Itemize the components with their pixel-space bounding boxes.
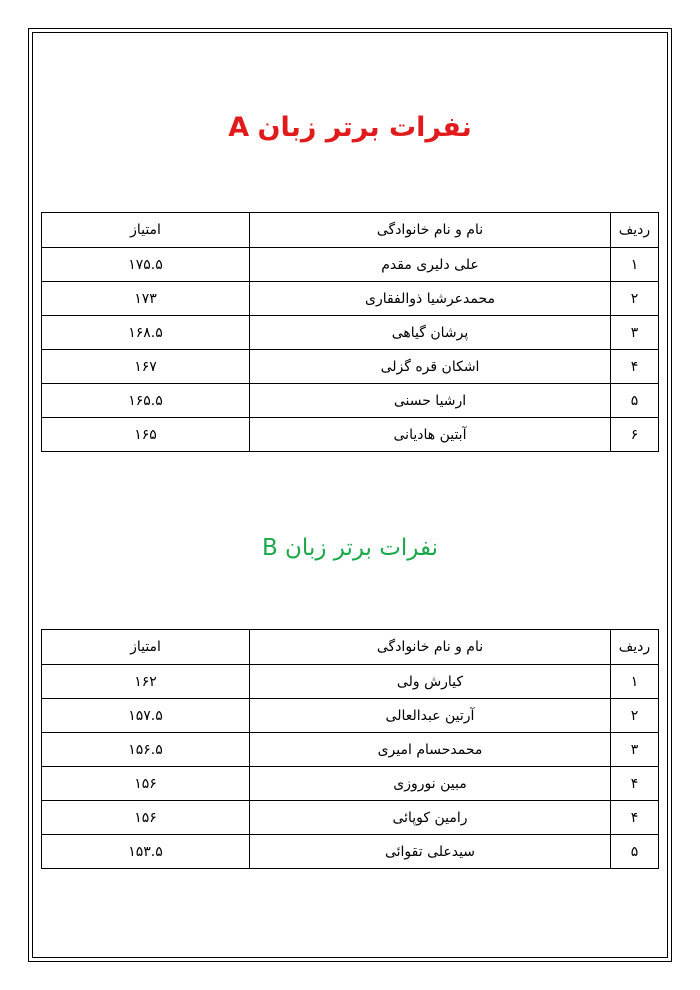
cell-rank: ۲: [611, 699, 659, 733]
section-b-title: نفرات برتر زبان B: [261, 535, 439, 561]
header-score: امتیاز: [42, 630, 250, 665]
cell-name: مبین نوروزی: [250, 767, 611, 801]
table-row: [42, 384, 659, 418]
cell-name: آرتین عبدالعالی: [250, 699, 611, 733]
cell-name: محمدحسام امیری: [250, 733, 611, 767]
header-score: امتیاز: [42, 213, 250, 248]
cell-name: رامین کوپائی: [250, 801, 611, 835]
section-a-title: نفرات برتر زبان A: [228, 112, 472, 143]
table-row: [42, 767, 659, 801]
cell-rank: ۲: [611, 282, 659, 316]
table-row: [42, 350, 659, 384]
cell-rank: ۴: [611, 767, 659, 801]
cell-rank: ۵: [611, 835, 659, 869]
cell-score: ۱۵۶: [42, 767, 250, 801]
cell-name: محمدعرشیا ذوالفقاری: [250, 282, 611, 316]
table-row: [42, 801, 659, 835]
table-row: [42, 835, 659, 869]
section-a-table: [41, 212, 659, 452]
cell-score: ۱۵۳.۵: [42, 835, 250, 869]
cell-name: آبتین هادیانی: [250, 418, 611, 452]
cell-score: ۱۶۸.۵: [42, 316, 250, 350]
table-header-row: [42, 630, 659, 665]
table-row: [42, 733, 659, 767]
cell-rank: ۱: [611, 248, 659, 282]
cell-rank: ۴: [611, 801, 659, 835]
section-b-table: [41, 629, 659, 869]
cell-rank: ۱: [611, 665, 659, 699]
header-rank: ردیف: [611, 213, 659, 248]
table-row: [42, 316, 659, 350]
cell-rank: ۴: [611, 350, 659, 384]
cell-name: پرشان گیاهی: [250, 316, 611, 350]
table-row: [42, 699, 659, 733]
cell-name: علی دلیری مقدم: [250, 248, 611, 282]
cell-score: ۱۵۷.۵: [42, 699, 250, 733]
cell-score: ۱۶۷: [42, 350, 250, 384]
cell-rank: ۳: [611, 316, 659, 350]
table-row: [42, 282, 659, 316]
header-name: نام و نام خانوادگی: [250, 213, 611, 248]
cell-rank: ۶: [611, 418, 659, 452]
cell-score: ۱۵۶: [42, 801, 250, 835]
cell-name: سیدعلی تقوائی: [250, 835, 611, 869]
table-row: [42, 665, 659, 699]
cell-score: ۱۷۵.۵: [42, 248, 250, 282]
cell-score: ۱۵۶.۵: [42, 733, 250, 767]
table-header-row: [42, 213, 659, 248]
table-row: [42, 418, 659, 452]
cell-score: ۱۶۵.۵: [42, 384, 250, 418]
table-row: [42, 248, 659, 282]
cell-name: ارشیا حسنی: [250, 384, 611, 418]
cell-rank: ۵: [611, 384, 659, 418]
cell-score: ۱۶۵: [42, 418, 250, 452]
cell-name: کیارش ولی: [250, 665, 611, 699]
cell-score: ۱۶۲: [42, 665, 250, 699]
header-name: نام و نام خانوادگی: [250, 630, 611, 665]
header-rank: ردیف: [611, 630, 659, 665]
cell-score: ۱۷۳: [42, 282, 250, 316]
cell-rank: ۳: [611, 733, 659, 767]
cell-name: اشکان قره گزلی: [250, 350, 611, 384]
